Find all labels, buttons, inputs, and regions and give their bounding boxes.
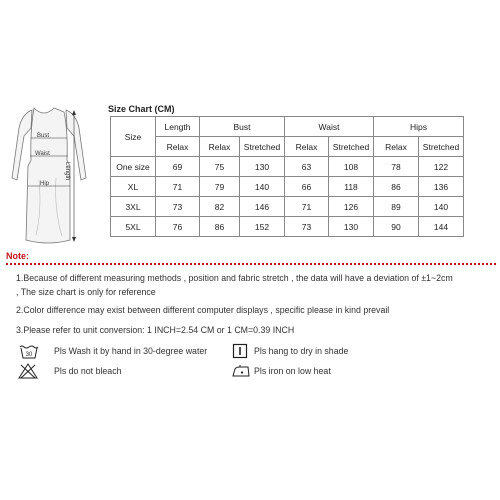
- table-cell: 79: [200, 177, 240, 197]
- size-cell: 3XL: [111, 197, 156, 217]
- table-cell: 76: [156, 217, 200, 237]
- waist-label: Waist: [35, 151, 50, 157]
- table-cell: 118: [329, 177, 374, 197]
- table-cell: 86: [200, 217, 240, 237]
- table-cell: 130: [240, 157, 285, 177]
- care-wash-text: Pls Wash it by hand in 30-degree water: [54, 346, 208, 356]
- size-cell: XL: [111, 177, 156, 197]
- table-cell: 140: [240, 177, 285, 197]
- care-bleach-text: Pls do not bleach: [54, 366, 122, 376]
- sub-hips-stretched: Stretched: [419, 137, 464, 157]
- table-cell: 144: [419, 217, 464, 237]
- table-cell: 71: [156, 177, 200, 197]
- table-cell: 86: [374, 177, 419, 197]
- bust-label: Bust: [37, 133, 50, 139]
- do-not-bleach-icon: [18, 363, 38, 379]
- table-cell: 78: [374, 157, 419, 177]
- size-chart-table: [110, 116, 464, 237]
- table-cell: 75: [200, 157, 240, 177]
- note-1-continued: , The size chart is only for reference: [16, 287, 156, 297]
- iron-low-heat-icon: [231, 363, 251, 379]
- table-cell: 89: [374, 197, 419, 217]
- table-cell: 146: [240, 197, 285, 217]
- table-cell: 140: [419, 197, 464, 217]
- wash-temp-label: 30: [25, 352, 33, 358]
- table-cell: 130: [329, 217, 374, 237]
- subheader-row: [111, 137, 464, 157]
- sub-bust-relax: Relax: [200, 137, 240, 157]
- table-cell: 152: [240, 217, 285, 237]
- length-label: Length: [64, 162, 70, 181]
- header-hips: Hips: [374, 117, 464, 137]
- sub-waist-stretched: Stretched: [329, 137, 374, 157]
- note-title: Note:: [6, 251, 29, 261]
- table-cell: 66: [285, 177, 329, 197]
- sub-waist-relax: Relax: [285, 137, 329, 157]
- table-cell: 136: [419, 177, 464, 197]
- table-cell: 108: [329, 157, 374, 177]
- table-row: [111, 217, 464, 237]
- table-cell: 82: [200, 197, 240, 217]
- note-3: 3.Please refer to unit conversion: 1 INCH=2.54 CM or 1 CM=0.39 INCH: [16, 325, 295, 335]
- care-hang-text: Pls hang to dry in shade: [254, 346, 349, 356]
- sub-hips-relax: Relax: [374, 137, 419, 157]
- header-bust: Bust: [200, 117, 285, 137]
- dress-measurement-illustration: [4, 100, 100, 248]
- dotted-divider: [6, 263, 496, 265]
- sub-length-relax: Relax: [156, 137, 200, 157]
- table-cell: 63: [285, 157, 329, 177]
- note-1: 1.Because of different measuring methods , position and fabric stretch , the data will have a deviation of ±1~2cm: [16, 273, 453, 283]
- hip-label: Hip: [40, 181, 50, 187]
- table-cell: 69: [156, 157, 200, 177]
- header-length: Length: [156, 117, 200, 137]
- header-size: Size: [111, 117, 156, 157]
- table-cell: 122: [419, 157, 464, 177]
- header-row: [111, 117, 464, 137]
- hand-wash-icon: [18, 343, 40, 359]
- table-cell: 126: [329, 197, 374, 217]
- hang-dry-icon: [232, 343, 248, 359]
- table-cell: 73: [156, 197, 200, 217]
- note-2: 2.Color difference may exist between different computer displays , specific please in kind prevail: [16, 305, 390, 315]
- table-cell: 71: [285, 197, 329, 217]
- sub-bust-stretched: Stretched: [240, 137, 285, 157]
- table-cell: 90: [374, 217, 419, 237]
- table-row: [111, 197, 464, 217]
- table-row: [111, 177, 464, 197]
- table-cell: 73: [285, 217, 329, 237]
- size-cell: One size: [111, 157, 156, 177]
- header-waist: Waist: [285, 117, 374, 137]
- table-row: [111, 157, 464, 177]
- size-chart-title: Size Chart (CM): [108, 104, 175, 114]
- size-cell: 5XL: [111, 217, 156, 237]
- care-iron-text: Pls iron on low heat: [254, 366, 331, 376]
